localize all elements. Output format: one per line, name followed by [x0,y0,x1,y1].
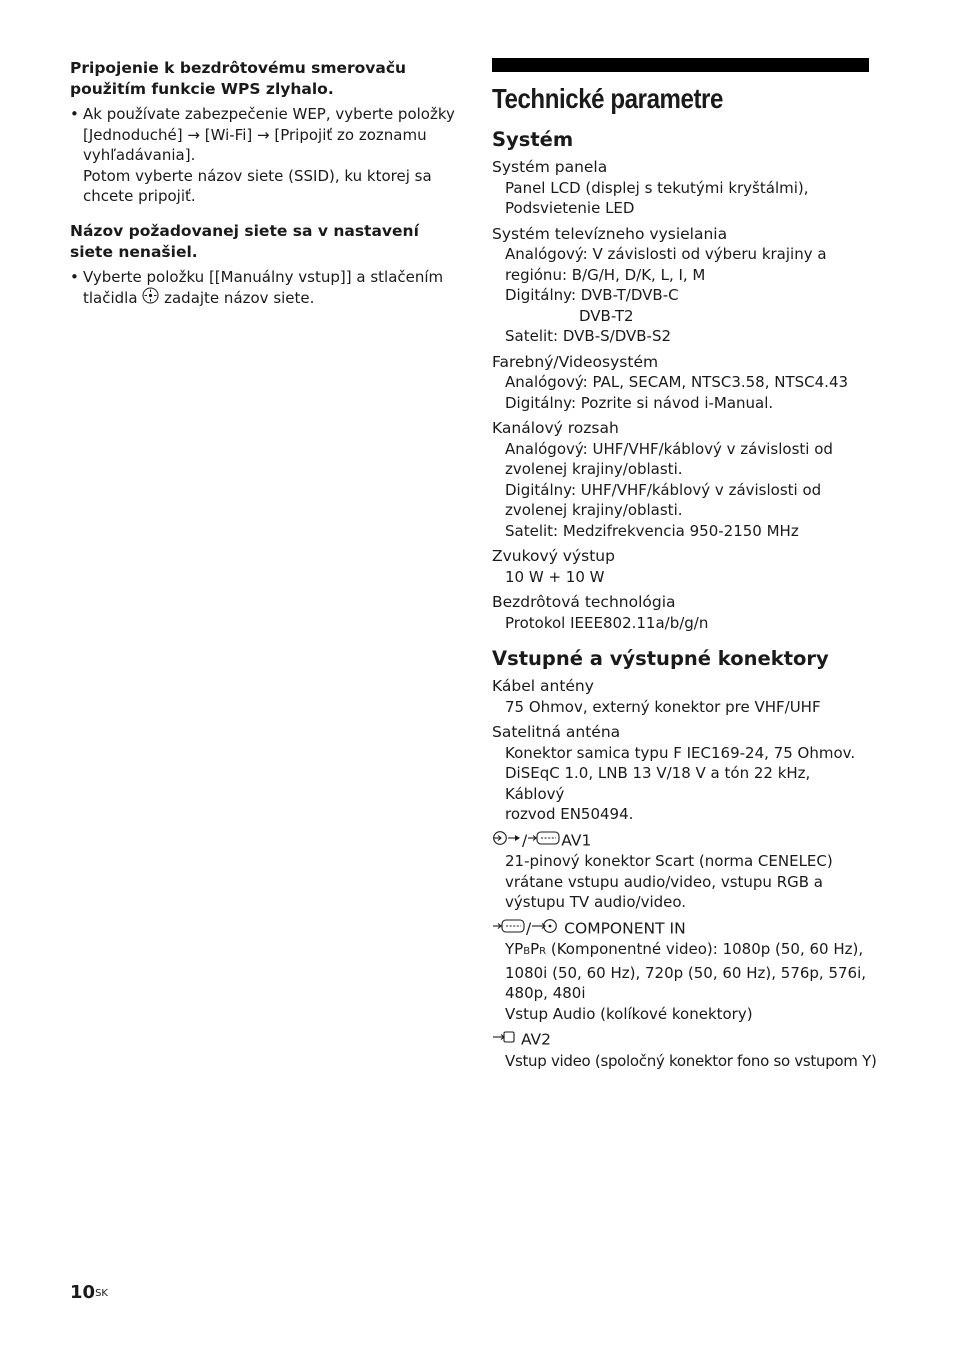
spec-value: Protokol IEEE802.11a/b/g/n [505,613,709,632]
spec-term: Systém televízneho vysielania [492,224,728,243]
spec-value: 75 Ohmov, externý konektor pre VHF/UHF [505,697,821,716]
bullet-icon: • [70,267,79,286]
spec-item [492,918,870,1025]
page-title: Technické parametre [492,83,723,114]
spec-value: Satelit: DVB-S/DVB-S2 [505,327,672,345]
spec-value: Vstup Audio (kolíkové konektory) [505,1004,753,1023]
bullet-icon: • [70,105,79,123]
spec-item [492,352,870,414]
connector-label: COMPONENT IN [564,918,686,937]
list-item [70,267,455,310]
arrow-right-icon: → [257,125,270,144]
spec-value: 10 W + 10 W [505,567,605,586]
spec-value: výstupu TV audio/video. [505,893,687,911]
spec-value: zvolenej krajiny/oblasti. [505,460,683,478]
spec-term: / COMPONENT IN [492,918,870,940]
menu-path-item: [Jednoduché] [83,125,183,144]
spec-value: Digitálny: DVB-T/DVB-C [505,286,679,304]
spec-value: Panel LCD (displej s tekutými kryštálmi), [505,178,809,197]
spec-item [492,722,870,825]
spec-value: DiSEqC 1.0, LNB 13 V/18 V a tón 22 kHz, Káblový [505,764,811,803]
arrow-right-icon: → [187,125,200,144]
page-number: $10^{SK}$ [70,1282,108,1303]
spec-value: Digitálny: UHF/VHF/káblový v závislosti od [505,480,822,499]
bullet-text: Ak používate zabezpečenie WEP, vyberte položky [83,105,455,123]
spec-value: YPBPR (Komponentné video): 1080p (50, 60 Hz), [505,940,864,958]
section-heading-system: Systém [492,128,574,151]
spec-term: Kanálový rozsah [492,419,619,437]
connector-label: AV1 [561,830,592,849]
spec-value: zvolenej krajiny/oblasti. [505,501,683,519]
bullet-text: zadajte názov siete. [164,288,315,307]
title-rule [492,58,869,72]
language-code: SK [95,1288,108,1299]
scart-output-icon [527,830,561,852]
menu-path-item: [Pripojiť zo zoznamu vyhľadávania]. [83,125,427,164]
spec-term: / AV1 [492,830,870,852]
right-column [492,58,877,1071]
left-column [70,58,455,310]
scart-input-icon [492,830,522,852]
spec-term: Satelitná anténa [492,723,621,741]
section-heading-connectors: Vstupné a výstupné konektory [492,647,829,670]
spec-value: vrátane vstupu audio/video, vstupu RGB a [505,872,823,891]
troubleshoot-heading-wps: Pripojenie k bezdrôtovému smerovaču použitím funkcie WPS zlyhalo. [70,59,407,98]
bullet-text: Potom vyberte názov siete (SSID), ku ktorej sa chcete pripojiť. [83,166,432,205]
connector-label: AV2 [520,1030,552,1049]
menu-path-item: [Wi-Fi] [204,125,253,144]
bullet-text: Vyberte položku [[Manuálny vstup]] a stlačením tlačidla [83,267,444,307]
component-input-icon [492,918,526,940]
spec-value: Vstup video (spoločný konektor fono so vstupom Y) [505,1051,877,1070]
spec-item [492,676,870,717]
spec-value: Analógový: PAL, SECAM, NTSC3.58, NTSC4.43 [505,373,849,391]
spec-item [492,1029,877,1071]
spec-item [492,157,870,219]
spec-item [492,592,870,633]
spec-value: regiónu: B/G/H, D/K, L, I, M [505,265,706,284]
spec-value: 21-pinový konektor Scart (norma CENELEC) [505,852,833,870]
spec-item [492,224,870,347]
spec-term: Kábel antény [492,677,594,695]
spec-value: 1080i (50, 60 Hz), 720p (50, 60 Hz), 576p, 576i, [505,963,867,982]
spec-value: Digitálny: Pozrite si návod i-Manual. [505,393,774,412]
spec-item [492,418,870,541]
spec-value: Analógový: UHF/VHF/káblový v závislosti od [505,439,833,458]
spec-term: Zvukový výstup [492,547,615,565]
spec-value: Konektor samica typu F IEC169-24, 75 Ohmov. [505,743,856,762]
spec-term: Bezdrôtová technológia [492,593,676,611]
spec-value: Analógový: V závislosti od výberu krajiny a [505,245,827,263]
enter-button-icon [142,287,159,310]
spec-value: Podsvietenie LED [505,199,635,217]
spec-term: Systém panela [492,158,608,176]
spec-item [492,830,870,913]
troubleshoot-heading-network: Názov požadovanej siete sa v nastavení siete nenašiel. [70,221,419,261]
spec-item [492,546,870,587]
spec-term [492,1029,870,1051]
spec-value: 480p, 480i [505,984,586,1002]
spec-value: Satelit: Medzifrekvencia 950-2150 MHz [505,521,799,540]
spec-term: Farebný/Videosystém [492,352,659,371]
spec-value: DVB-T2 [579,306,634,325]
spec-value: rozvod EN50494. [505,805,634,823]
video-input-icon [531,918,559,940]
av-input-icon [492,1029,516,1051]
list-item [70,104,455,207]
